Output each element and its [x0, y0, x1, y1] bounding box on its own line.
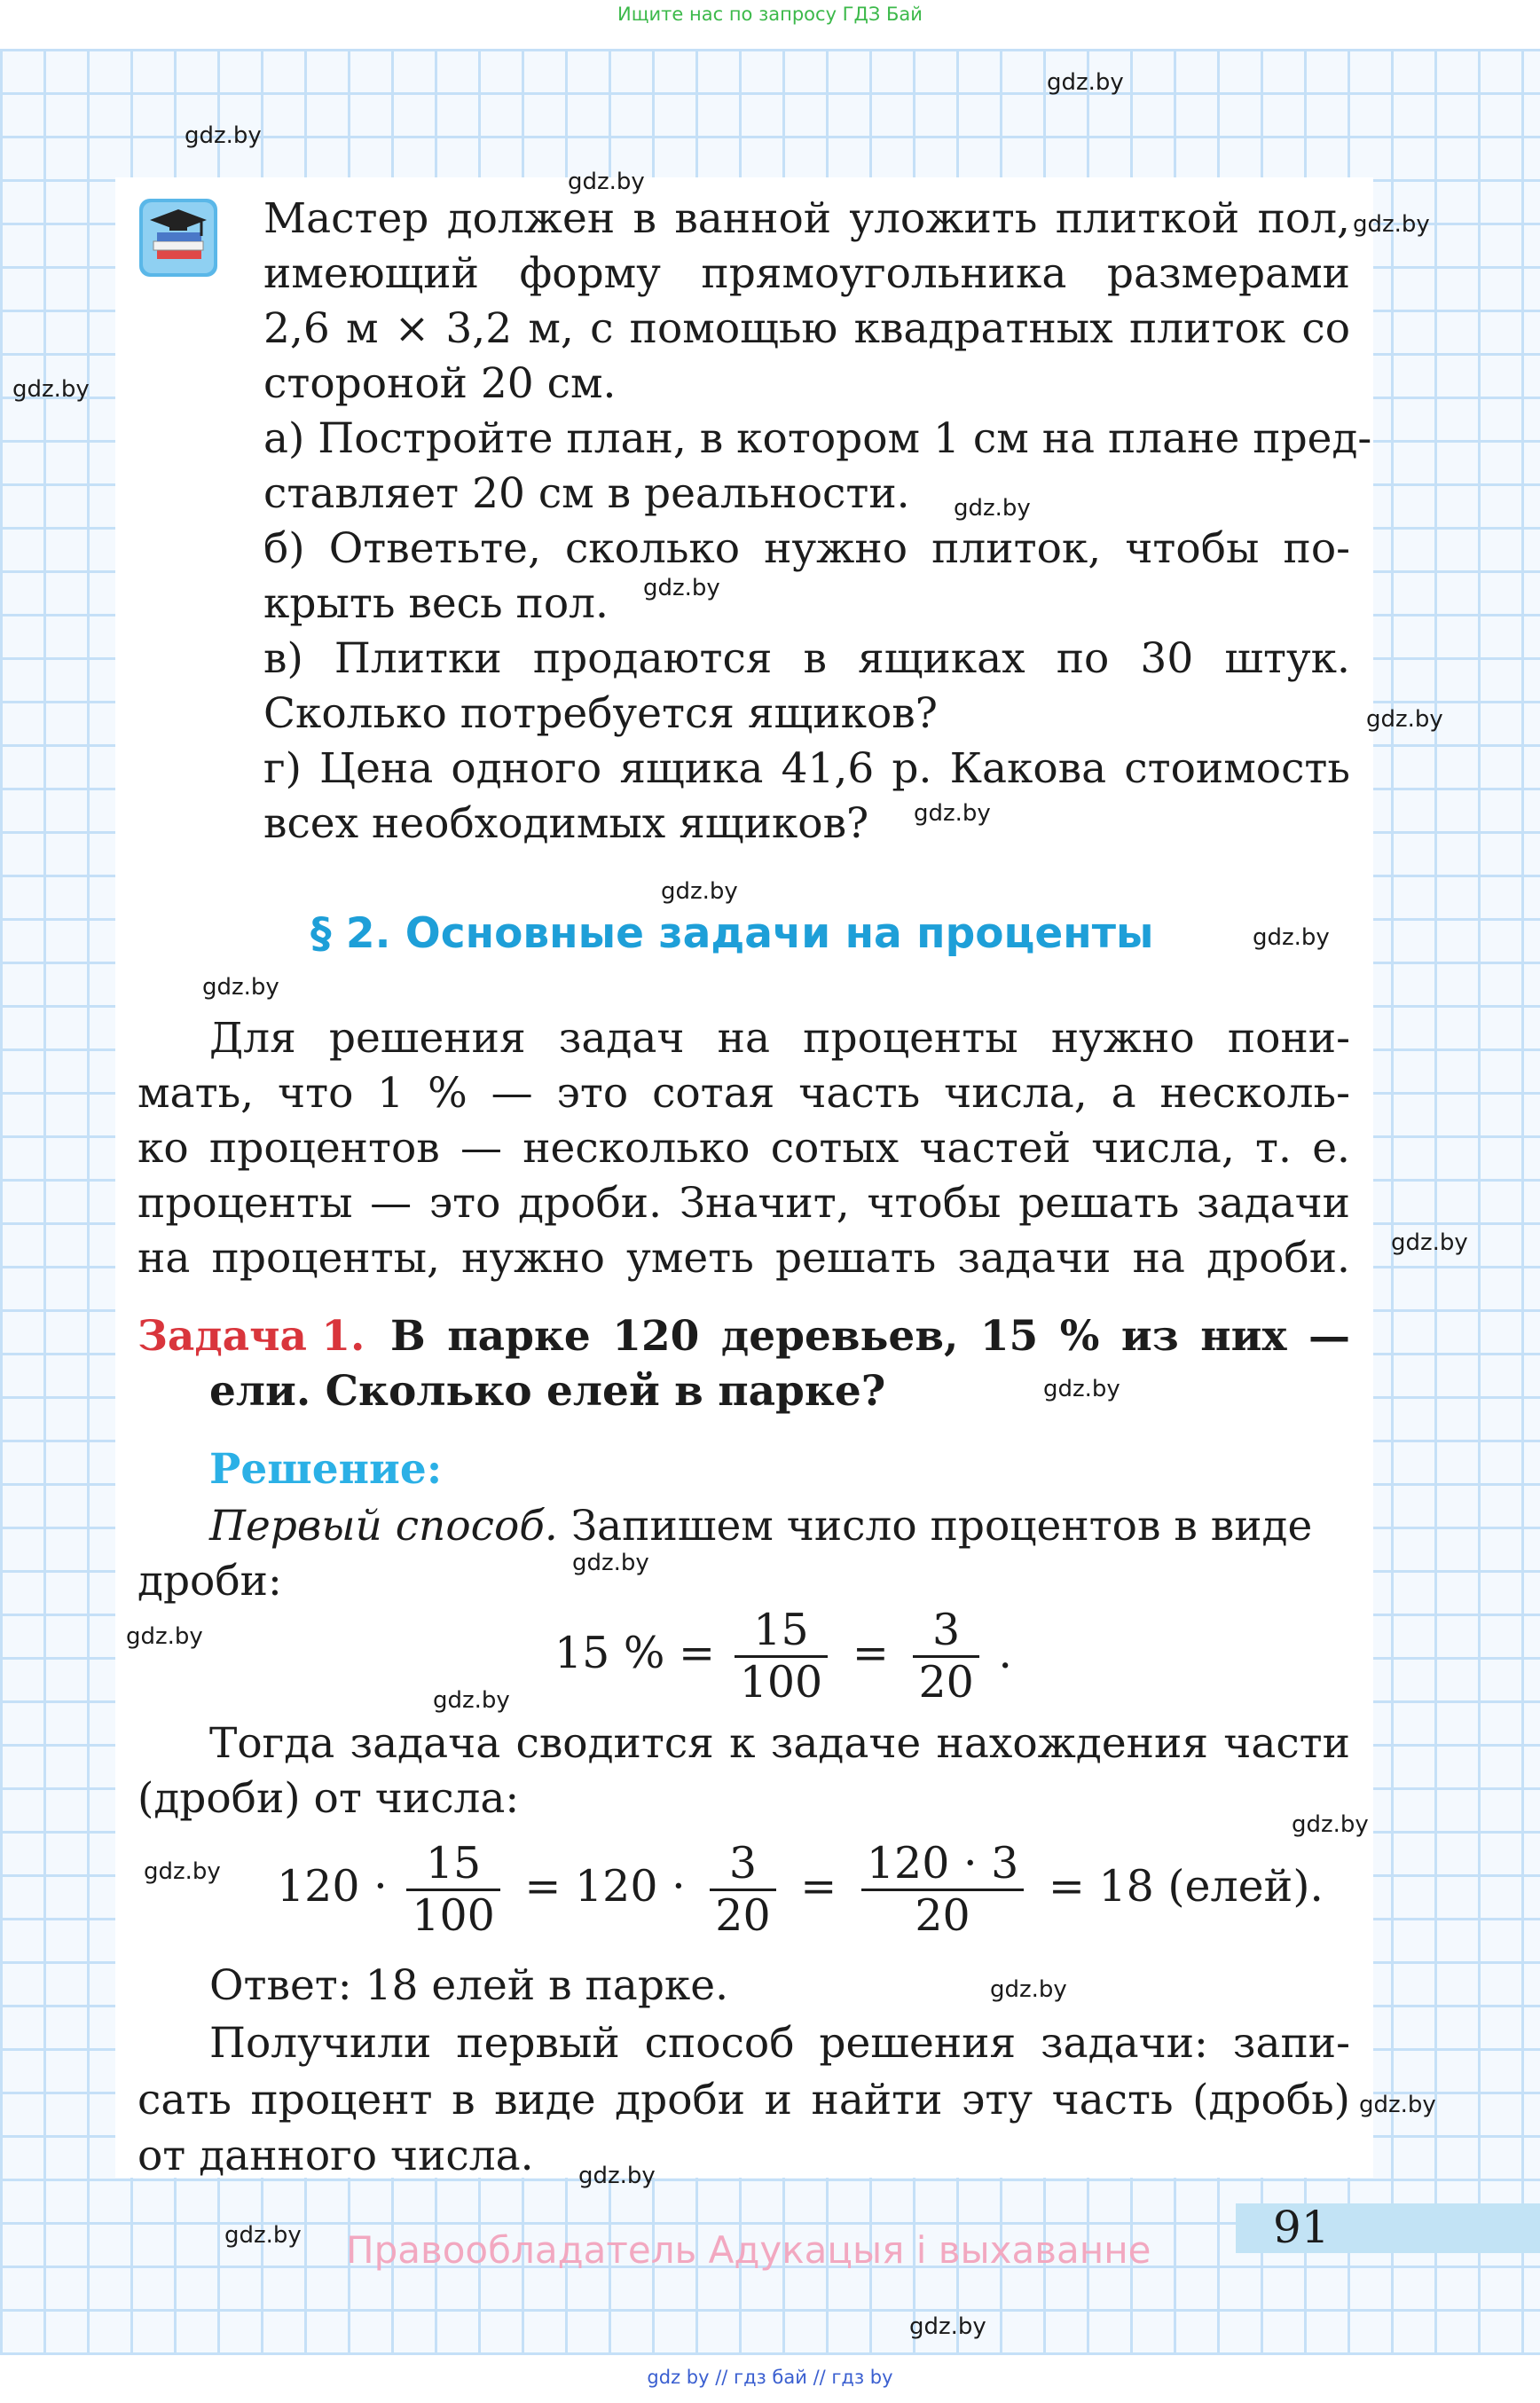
formula-text: = — [800, 1861, 837, 1912]
watermark: gdz.by — [909, 2313, 986, 2340]
watermark: gdz.by — [1253, 924, 1330, 951]
watermark: gdz.by — [144, 1858, 221, 1885]
problem-label: Задача 1. — [138, 1312, 365, 1361]
watermark: gdz.by — [578, 2163, 656, 2189]
watermark: gdz.by — [1391, 1229, 1468, 1256]
graduation-cap-books-icon — [138, 197, 219, 279]
fraction-numerator: 3 — [710, 1841, 775, 1891]
watermark: gdz.by — [1292, 1811, 1369, 1838]
task-line: в) Плитки продаются в ящиках по 30 штук. — [263, 634, 1350, 683]
task-line: а) Постройте план, в котором 1 см на плане пред- — [263, 414, 1372, 463]
reduce-line: Тогда задача сводится к задаче нахождения части — [209, 1719, 1350, 1768]
watermark: gdz.by — [568, 169, 645, 195]
answer-line: Ответ: 18 елей в парке. — [209, 1961, 729, 2010]
fraction-numerator: 120 · 3 — [861, 1841, 1024, 1891]
problem-text: В парке 120 деревьев, 15 % из них — — [390, 1312, 1350, 1361]
watermark: gdz.by — [661, 878, 738, 905]
watermark: gdz.by — [1359, 2092, 1436, 2118]
intro-line: ко процентов — несколько сотых частей числа, т. е. — [138, 1124, 1350, 1173]
solution-label: Решение: — [209, 1445, 443, 1494]
fraction — [710, 1838, 775, 1941]
bottom-links[interactable]: gdz by // гдз бай // гдз by — [647, 2367, 893, 2388]
formula-text: = — [852, 1628, 889, 1678]
watermark: gdz.by — [954, 495, 1031, 522]
watermark: gdz.by — [202, 974, 279, 1001]
summary-line: от данного числа. — [138, 2132, 534, 2180]
reduce-line: (дроби) от числа: — [138, 1774, 520, 1823]
watermark: gdz.by — [1043, 1376, 1120, 1402]
summary-line: сать процент в виде дроби и найти эту часть (дробь) — [138, 2076, 1350, 2124]
task-line: ставляет 20 см в реальности. — [263, 469, 910, 518]
section-heading: § 2. Основные задачи на проценты — [310, 909, 1154, 958]
formula-text: 120 · — [277, 1861, 388, 1912]
method-line — [209, 1499, 1312, 1554]
watermark: gdz.by — [572, 1550, 649, 1576]
fraction-denominator: 20 — [715, 1890, 771, 1941]
fraction-denominator: 20 — [915, 1890, 970, 1941]
watermark: gdz.by — [914, 800, 991, 827]
method-title: Первый способ. — [209, 1502, 558, 1551]
intro-line: Для решения задач на проценты нужно пони- — [209, 1014, 1350, 1063]
formula-percent-to-fraction — [554, 1607, 1012, 1706]
fraction — [406, 1838, 500, 1941]
task-line: б) Ответьте, сколько нужно плиток, чтобы по- — [263, 524, 1350, 573]
task-line: всех необходимых ящиков? — [263, 799, 869, 848]
intro-line: мать, что 1 % — это сотая часть числа, а несколь- — [138, 1069, 1350, 1118]
formula-part-of-number — [277, 1838, 1329, 1941]
fraction-numerator: 15 — [406, 1841, 500, 1891]
watermark: gdz.by — [126, 1623, 203, 1650]
fraction-numerator: 3 — [913, 1607, 978, 1658]
copyright-note: Правообладатель Адукацыя і выхаванне — [346, 2228, 1151, 2272]
task-line: крыть весь пол. — [263, 579, 609, 628]
watermark: gdz.by — [990, 1976, 1067, 2003]
fraction-denominator: 20 — [918, 1657, 974, 1708]
method-text: Запишем число процентов в виде — [557, 1502, 1313, 1551]
formula-text: 15 % = — [554, 1628, 716, 1678]
formula-text: = 120 · — [524, 1861, 686, 1912]
intro-line: проценты — это дроби. Значит, чтобы решать задачи — [138, 1179, 1350, 1228]
fraction — [735, 1607, 829, 1706]
watermark: gdz.by — [185, 122, 262, 149]
watermark: gdz.by — [1366, 706, 1443, 733]
watermark: gdz.by — [1353, 211, 1430, 238]
watermark: gdz.by — [12, 376, 90, 403]
method-line: дроби: — [138, 1557, 282, 1606]
intro-line: на проценты, нужно уметь решать задачи на дроби. — [138, 1234, 1350, 1283]
fraction-denominator: 100 — [739, 1657, 823, 1708]
task-line: Сколько потребуется ящиков? — [263, 689, 938, 738]
task-line: Мастер должен в ванной уложить плиткой пол, — [263, 194, 1350, 243]
fraction — [861, 1838, 1024, 1941]
watermark: gdz.by — [433, 1687, 510, 1714]
fraction — [913, 1607, 978, 1706]
fraction-denominator: 100 — [412, 1890, 495, 1941]
watermark: gdz.by — [224, 2222, 302, 2249]
top-banner[interactable]: Ищите нас по запросу ГДЗ Бай — [617, 4, 923, 25]
fraction-numerator: 15 — [735, 1607, 829, 1658]
task-line: г) Цена одного ящика 41,6 р. Какова стоимость — [263, 744, 1350, 793]
task-line: имеющий форму прямоугольника размерами — [263, 249, 1350, 298]
task-line: 2,6 м × 3,2 м, с помощью квадратных плиток со — [263, 304, 1350, 353]
watermark: gdz.by — [643, 575, 720, 601]
formula-text: . — [998, 1628, 1012, 1678]
summary-line: Получили первый способ решения задачи: запи- — [209, 2019, 1350, 2068]
formula-text: = 18 (елей). — [1048, 1861, 1324, 1912]
problem-text: ели. Сколько елей в парке? — [209, 1367, 886, 1416]
watermark: gdz.by — [1047, 69, 1124, 96]
task-line: стороной 20 см. — [263, 359, 617, 408]
page-number: 91 — [1273, 2202, 1330, 2253]
